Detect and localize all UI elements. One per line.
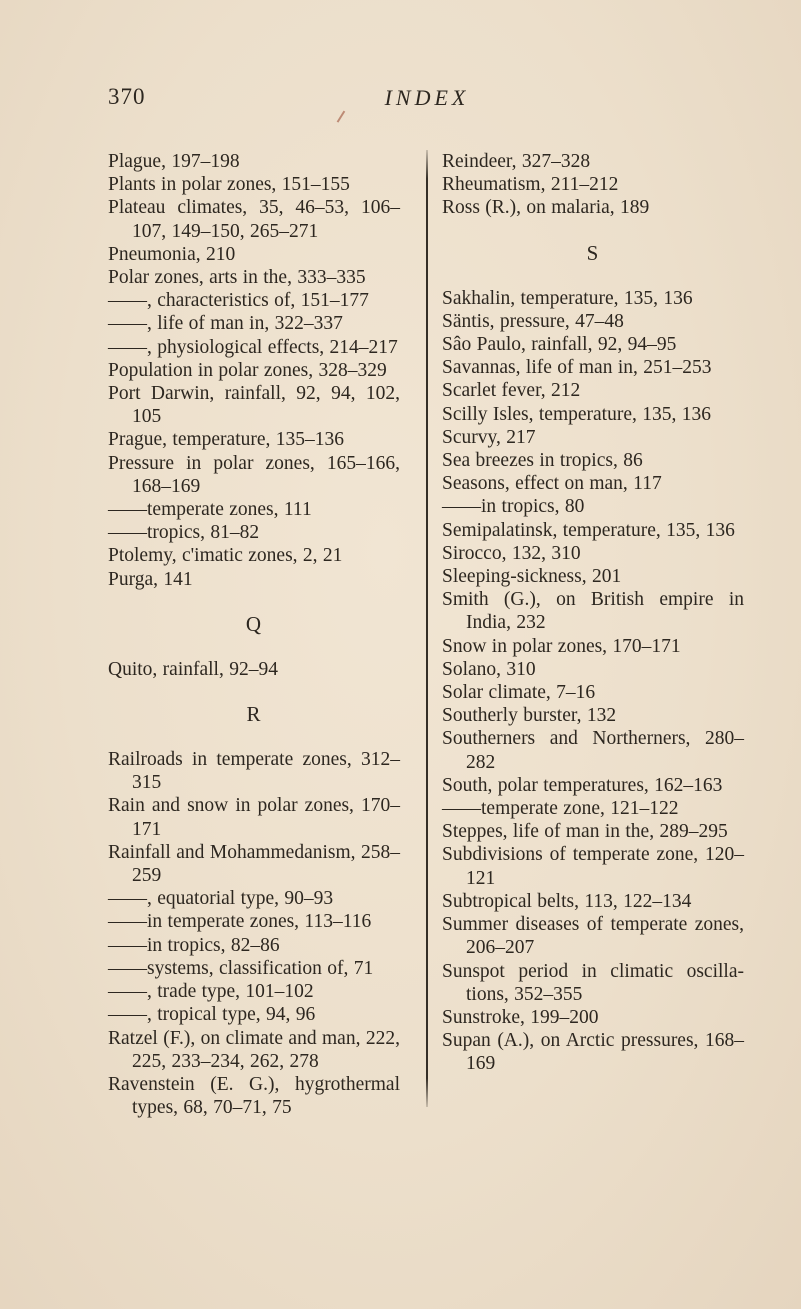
index-entry: Semipalatinsk, temperature, 135, 136	[442, 519, 735, 541]
index-entry: Sleeping-sickness, 201	[442, 566, 622, 588]
index-entry: ——in tropics, 80	[442, 496, 585, 518]
index-entry: ——, trade type, 101–102	[108, 981, 314, 1003]
index-entry: Plants in polar zones, 151–155	[108, 174, 350, 196]
index-entry: ——systems, classification of, 71	[108, 957, 374, 979]
index-entry: Southerners and Northerners, 280–282	[442, 728, 744, 773]
index-entry: Purga, 141	[108, 568, 193, 590]
index-entry: Reindeer, 327–328	[442, 151, 591, 172]
index-entry: Subtropical belts, 113, 122–134	[442, 890, 692, 912]
index-entry: Sâo Paulo, rainfall, 92, 94–95	[442, 334, 677, 356]
index-entry: Pressure in polar zones, 165–166, 168–169	[108, 452, 400, 497]
index-entry: ——temperate zones, 111	[108, 499, 312, 521]
page-title: INDEX	[384, 85, 470, 110]
index-entry: Scilly Isles, temperature, 135, 136	[442, 403, 711, 425]
index-entry: ——, physiological effects, 214–217	[108, 336, 398, 358]
index-entry: Railroads in temperate zones, 312–315	[108, 749, 400, 794]
index-entry: ——temperate zone, 121–122	[442, 798, 679, 820]
index-body	[108, 150, 746, 1119]
page-header	[108, 84, 746, 114]
index-entry: Sirocco, 132, 310	[442, 542, 581, 564]
index-entry: Pneumonia, 210	[108, 243, 236, 265]
index-entry: Smith (G.), on British empire in India, 232	[442, 589, 744, 634]
index-entry: Snow in polar zones, 170–171	[442, 635, 681, 657]
index-column-left	[108, 150, 400, 1119]
section-letter: S	[586, 240, 600, 265]
index-entry: Population in polar zones, 328–329	[108, 359, 387, 381]
index-entry: Plague, 197–198	[108, 151, 240, 172]
index-entry: Quito, rainfall, 92–94	[108, 658, 278, 680]
index-entry: ——in temperate zones, 113–116	[108, 911, 372, 933]
index-entry: Southerly burster, 132	[442, 705, 617, 727]
index-entry: Sunspot period in climatic oscillations, 352–355	[442, 960, 744, 1005]
index-entry: Scurvy, 217	[442, 426, 536, 448]
index-entry: Polar zones, arts in the, 333–335	[108, 267, 366, 289]
index-entry: ——, tropical type, 94, 96	[108, 1004, 316, 1026]
page-number: 370	[108, 84, 146, 109]
index-entry: Rheumatism, 211–212	[442, 174, 619, 196]
index-entry: Ratzel (F.), on climate and man, 222, 225, 233–234, 262, 278	[108, 1027, 400, 1072]
index-entry: ——in tropics, 82–86	[108, 934, 280, 956]
index-entry: Solano, 310	[442, 658, 536, 680]
index-entry: Scarlet fever, 212	[442, 380, 581, 402]
index-entry: Plateau climates, 35, 46–53, 106–107, 149–150, 265–271	[108, 197, 400, 242]
section-letter: Q	[245, 611, 263, 636]
index-entry: Subdivisions of temperate zone, 120–121	[442, 844, 744, 889]
index-entry: Sunstroke, 199–200	[442, 1006, 599, 1028]
index-entry: Supan (A.), on Arctic pressures, 168–169	[442, 1030, 744, 1075]
index-entry: Port Darwin, rainfall, 92, 94, 102, 105	[108, 383, 400, 428]
index-entry: Steppes, life of man in the, 289–295	[442, 821, 728, 843]
index-entry: ——, characteristics of, 151–177	[108, 290, 369, 312]
index-entry: Savannas, life of man in, 251–253	[442, 357, 712, 379]
column-divider-rule	[426, 150, 428, 1107]
index-entry: ——tropics, 81–82	[108, 522, 260, 544]
index-entry: Rain and snow in polar zones, 170–171	[108, 795, 400, 840]
index-entry: Summer diseases of temperate zones, 206–207	[442, 914, 744, 959]
index-entry: Rainfall and Mohammedanism, 258–259	[108, 841, 400, 887]
index-entry: Seasons, effect on man, 117	[442, 473, 662, 495]
section-letter: R	[246, 702, 262, 727]
index-entry: Ross (R.), on malaria, 189	[442, 197, 650, 219]
index-entry: Ravenstein (E. G.), hygrothermal types, 68, 70–71, 75	[108, 1073, 400, 1119]
index-column-right	[442, 150, 744, 1076]
index-entry: Sea breezes in tropics, 86	[442, 450, 643, 472]
index-entry: Sakhalin, temperature, 135, 136	[442, 287, 693, 309]
index-entry: Ptolemy, c'imatic zones, 2, 21	[108, 545, 343, 567]
index-entry: Prague, temperature, 135–136	[108, 429, 345, 451]
index-entry: South, polar temperatures, 162–163	[442, 774, 723, 796]
index-entry: Solar climate, 7–16	[442, 682, 596, 704]
index-entry: ——, equatorial type, 90–93	[108, 888, 334, 910]
index-entry: ——, life of man in, 322–337	[108, 313, 343, 335]
index-entry: Säntis, pressure, 47–48	[442, 310, 624, 332]
